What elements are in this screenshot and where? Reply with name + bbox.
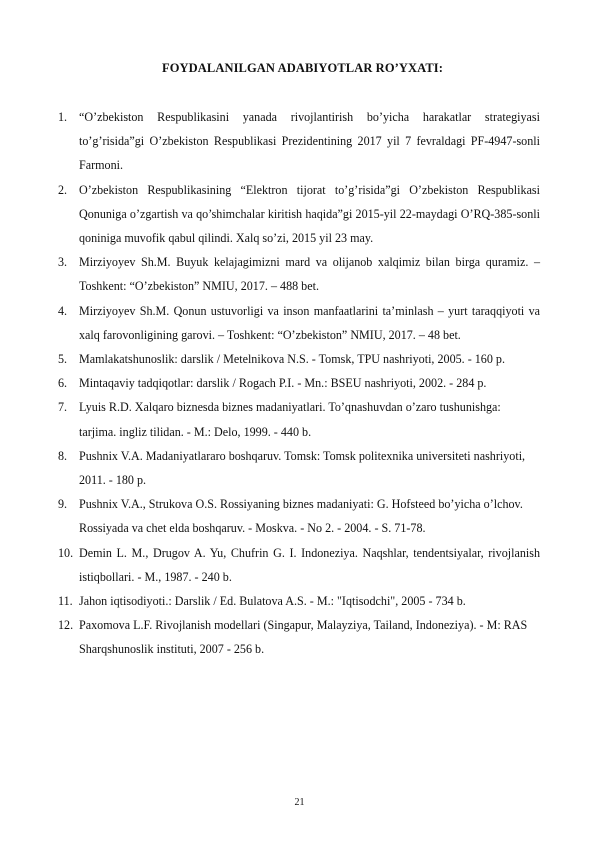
reference-item bbox=[58, 299, 540, 347]
reference-number: 1. bbox=[58, 110, 68, 124]
reference-text: Lyuis R.D. Xalqaro biznesda biznes madaniyatlari. To’qnashuvdan o’zaro tushunishga: tarjima. ingliz tilidan. - M.: Delo, 1999. - 440 b. bbox=[79, 400, 501, 439]
reference-list bbox=[58, 105, 540, 662]
reference-number: 4. bbox=[58, 303, 68, 318]
reference-number: 12. bbox=[58, 618, 74, 633]
reference-number: 7. bbox=[58, 400, 68, 415]
reference-item bbox=[58, 613, 540, 661]
reference-text: Mirziyoyev Sh.M. Buyuk kelajagimizni mard va olijanob xalqimiz bilan birga quramiz. – Toshkent: “O’zbekiston” NMIU, 2017. – 488 bet. bbox=[79, 255, 540, 294]
reference-number: 2. bbox=[58, 182, 68, 197]
reference-number: 10. bbox=[58, 545, 74, 560]
reference-text: Paxomova L.F. Rivojlanish modellari (Singapur, Malayziya, Tailand, Indoneziya). - M: RAS Sharqshunoslik instituti, 2007 - 256 b. bbox=[79, 618, 528, 657]
reference-item bbox=[58, 492, 540, 540]
page-number: 21 bbox=[294, 797, 305, 808]
reference-item bbox=[58, 541, 540, 589]
reference-item bbox=[58, 347, 540, 371]
reference-text: Pushnix V.A. Madaniyatlararo boshqaruv. Tomsk: Tomsk politexnika universiteti nashriyoti, 2011. - 180 p. bbox=[79, 448, 526, 488]
reference-item bbox=[58, 250, 540, 298]
reference-number: 9. bbox=[58, 497, 68, 512]
reference-text: Mintaqaviy tadqiqotlar: darslik / Rogach P.I. - Mn.: BSEU nashriyoti, 2002. - 284 p. bbox=[79, 376, 487, 391]
reference-text: Demin L. M., Drugov A. Yu, Chufrin G. I. Indoneziya. Naqshlar, tendentsiyalar, rivojlanish istiqbollari. - M., 1987. - 240 b. bbox=[79, 545, 540, 584]
reference-text: Mirziyoyev Sh.M. Qonun ustuvorligi va inson manfaatlarini ta’minlash – yurt taraqqiyoti va xalq farovonligining garovi. – Toshkent: “O’zbekiston” NMIU, 2017. – 48 bet. bbox=[79, 303, 540, 342]
reference-item bbox=[58, 371, 540, 395]
reference-number: 8. bbox=[58, 448, 68, 463]
reference-text: Mamlakatshunoslik: darslik / Metelnikova N.S. - Tomsk, TPU nashriyoti, 2005. - 160 p. bbox=[79, 352, 505, 367]
reference-text: “O’zbekiston Respublikasini yanada rivojlantirish bo’yicha harakatlar strategiyasi to’g’risida”gi O’zbekiston Respublikasi Prezidentining 2017 yil 7 fevraldagi PF-4947-sonli Farmoni. bbox=[79, 110, 540, 173]
reference-item bbox=[58, 444, 540, 492]
reference-number: 3. bbox=[58, 255, 68, 270]
reference-text: Pushnix V.A., Strukova O.S. Rossiyaning biznes madaniyati: G. Hofsteed bo’yicha o’lchov. Rossiyada va chet elda boshqaruv. - Moskva. - No 2. - 2004. - S. 71-78. bbox=[79, 497, 523, 536]
reference-item bbox=[58, 589, 540, 613]
reference-item bbox=[58, 395, 540, 443]
reference-number: 6. bbox=[58, 376, 68, 391]
page-title: FOYDALANILGAN ADABIYOTLAR RO’YXATI: bbox=[161, 61, 444, 75]
reference-text: Jahon iqtisodiyoti.: Darslik / Ed. Bulatova A.S. - M.: "Iqtisodchi", 2005 - 734 b. bbox=[79, 594, 466, 609]
reference-number: 5. bbox=[58, 352, 68, 367]
reference-item bbox=[58, 105, 540, 178]
reference-text: O’zbekiston Respublikasining “Elektron tijorat to’g’risida”gi O’zbekiston Respublikasi Qonuniga o’zgartish va qo’shimchalar kiritish haqida”gi 2015-yil 22-maydagi O’RQ-385-sonli qoniniga muvofik qabul qilindi. Xalq so’zi, 2015 yil 23 may. bbox=[79, 182, 540, 246]
reference-item bbox=[58, 178, 540, 251]
reference-number: 11. bbox=[58, 594, 73, 609]
